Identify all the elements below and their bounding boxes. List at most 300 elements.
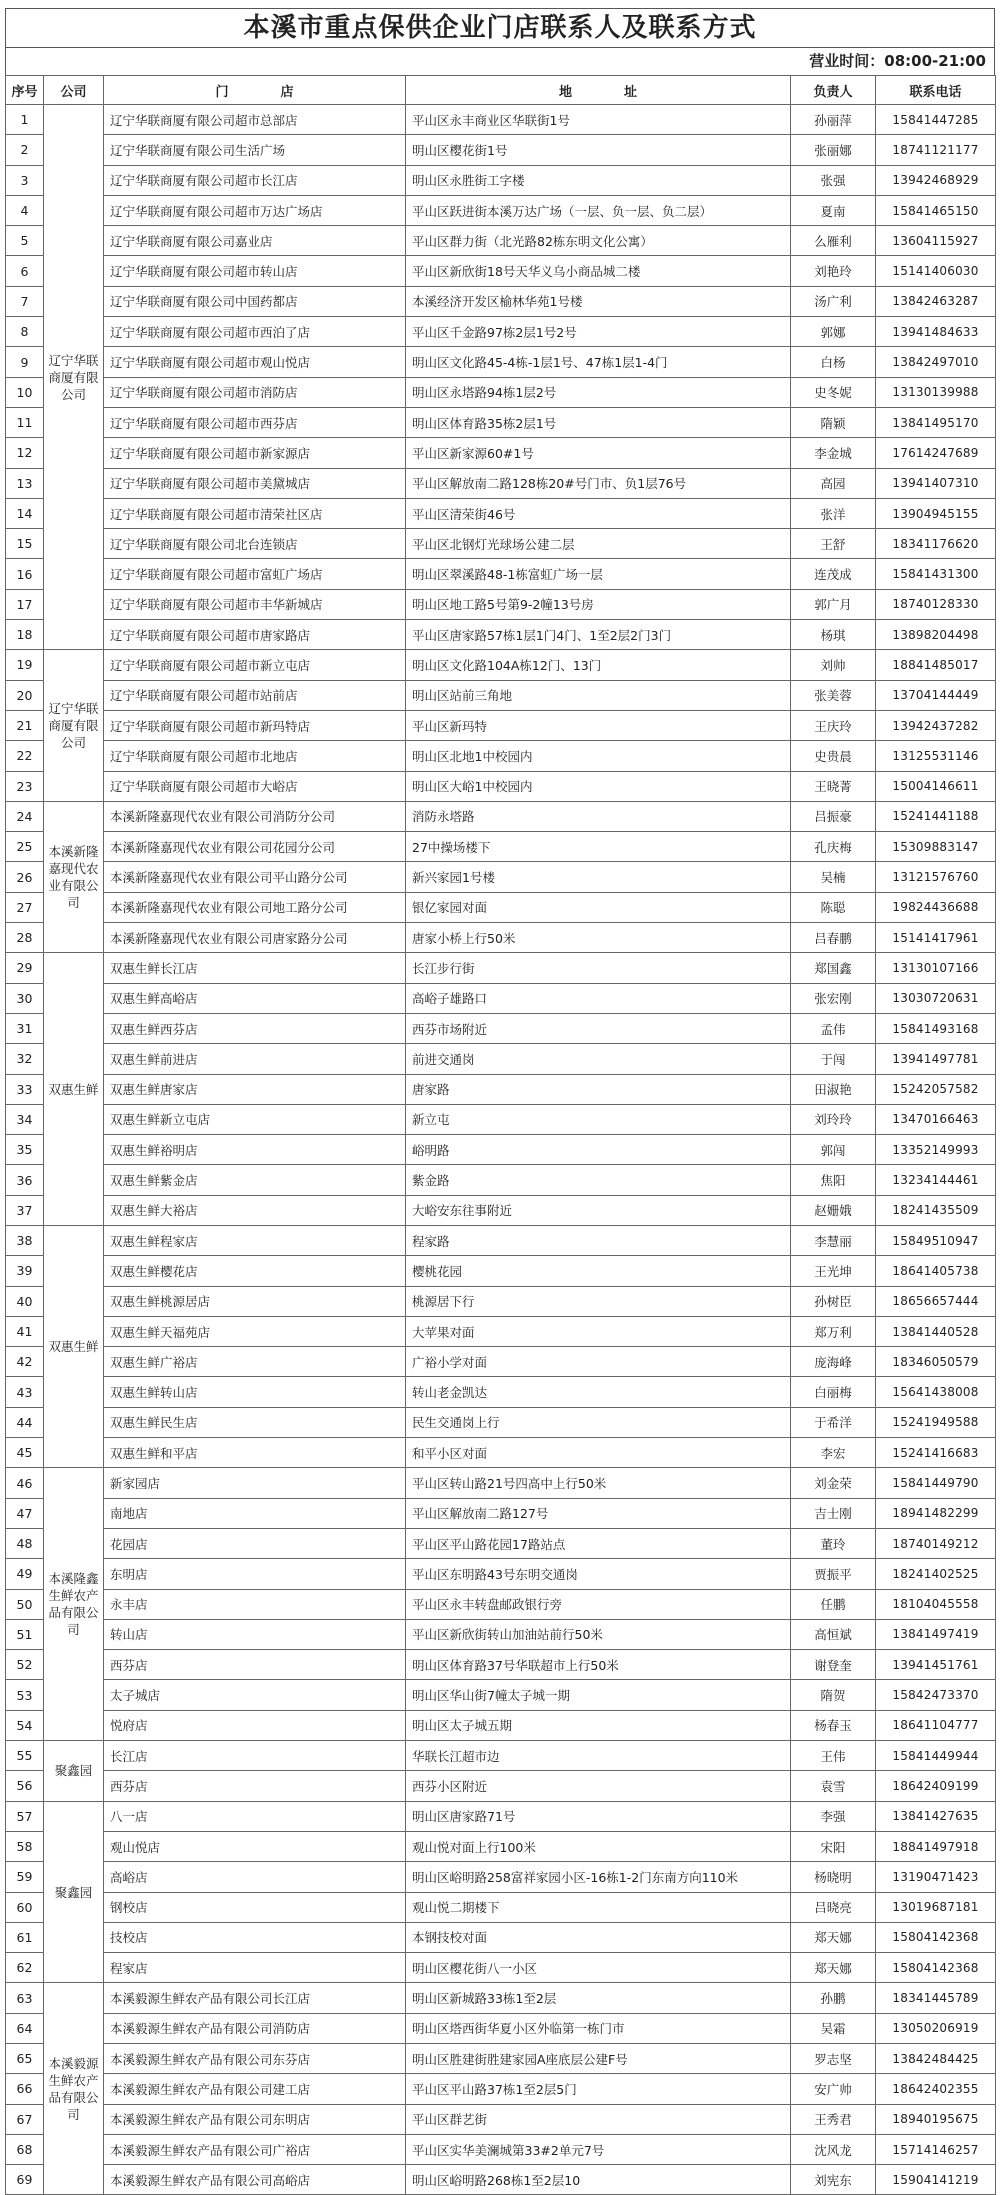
cell-store: 辽宁华联商厦有限公司超市新玛特店 [104,710,406,740]
cell-phone: 13050206919 [876,2013,996,2043]
cell-store: 辽宁华联商厦有限公司超市转山店 [104,256,406,286]
cell-address: 明山区峪明路268栋1至2层10 [406,2165,791,2195]
header-seq: 序号 [6,76,44,105]
cell-seq: 11 [6,407,44,437]
cell-manager: 张洋 [791,498,876,528]
table-row [6,1922,996,1952]
cell-phone: 15841493168 [876,1013,996,1043]
cell-address: 长江步行街 [406,953,791,983]
cell-phone: 13942468929 [876,165,996,195]
cell-manager: 袁雪 [791,1771,876,1801]
cell-address: 平山区解放南二路127号 [406,1498,791,1528]
cell-manager: 高园 [791,468,876,498]
cell-store: 辽宁华联商厦有限公司超市万达广场店 [104,195,406,225]
cell-phone: 13941451761 [876,1650,996,1680]
cell-address: 明山区体育路35栋2层1号 [406,407,791,437]
table-row [6,1831,996,1861]
cell-address: 平山区新欣街转山加油站前行50米 [406,1619,791,1649]
cell-phone: 13942437282 [876,710,996,740]
cell-address: 平山区跃进街本溪万达广场（一层、负一层、负二层） [406,195,791,225]
table-row [6,135,996,165]
cell-seq: 22 [6,741,44,771]
table-row [6,2134,996,2164]
cell-phone: 13841427635 [876,1801,996,1831]
table-row [6,2104,996,2134]
cell-phone: 13842497010 [876,347,996,377]
header-manager: 负责人 [791,76,876,105]
table-row [6,1347,996,1377]
cell-address: 和平小区对面 [406,1438,791,1468]
cell-store: 双惠生鲜大裕店 [104,1195,406,1225]
cell-address: 平山区北钢灯光球场公建二层 [406,529,791,559]
table-row [6,1498,996,1528]
table-row [6,1195,996,1225]
table-row [6,953,996,983]
cell-seq: 45 [6,1438,44,1468]
cell-phone: 15841447285 [876,105,996,135]
cell-phone: 13841440528 [876,1316,996,1346]
cell-store: 本溪毅源生鲜农产品有限公司高峪店 [104,2165,406,2195]
cell-manager: 王秀君 [791,2104,876,2134]
cell-address: 明山区唐家路71号 [406,1801,791,1831]
cell-store: 南地店 [104,1498,406,1528]
cell-address: 平山区新家源60#1号 [406,438,791,468]
cell-phone: 15242057582 [876,1074,996,1104]
cell-phone: 15141406030 [876,256,996,286]
table-row [6,1619,996,1649]
table-row [6,710,996,740]
cell-company: 本溪毅源生鲜农产品有限公司 [44,1983,104,2195]
cell-address: 平山区解放南二路128栋20#号门市、负1层76号 [406,468,791,498]
cell-address: 明山区新城路33栋1至2层 [406,1983,791,2013]
table-row [6,1528,996,1558]
cell-address: 明山区永胜街工字楼 [406,165,791,195]
cell-phone: 13704144449 [876,680,996,710]
cell-seq: 39 [6,1256,44,1286]
table-row [6,1741,996,1771]
cell-seq: 7 [6,286,44,316]
cell-address: 唐家路 [406,1074,791,1104]
cell-company: 辽宁华联商厦有限公司 [44,650,104,801]
cell-company: 聚鑫园 [44,1801,104,1983]
cell-phone: 15714146257 [876,2134,996,2164]
cell-phone: 18341445789 [876,1983,996,2013]
cell-store: 长江店 [104,1741,406,1771]
cell-manager: 李宏 [791,1438,876,1468]
cell-seq: 9 [6,347,44,377]
table-row [6,1256,996,1286]
cell-seq: 53 [6,1680,44,1710]
cell-manager: 郑国鑫 [791,953,876,983]
cell-address: 大峪安东往事附近 [406,1195,791,1225]
cell-manager: 孙丽萍 [791,105,876,135]
cell-address: 平山区实华美澜城第33#2单元7号 [406,2134,791,2164]
cell-phone: 18841497918 [876,1831,996,1861]
cell-seq: 57 [6,1801,44,1831]
cell-seq: 30 [6,983,44,1013]
cell-address: 民生交通岗上行 [406,1407,791,1437]
cell-seq: 23 [6,771,44,801]
table-row [6,1013,996,1043]
cell-phone: 18656657444 [876,1286,996,1316]
table-row [6,680,996,710]
cell-store: 钢校店 [104,1892,406,1922]
cell-phone: 15004146611 [876,771,996,801]
cell-phone: 15904141219 [876,2165,996,2195]
cell-phone: 15841449944 [876,1741,996,1771]
cell-store: 辽宁华联商厦有限公司超市清荣社区店 [104,498,406,528]
cell-store: 本溪毅源生鲜农产品有限公司东芬店 [104,2044,406,2074]
table-row [6,226,996,256]
cell-manager: 白丽梅 [791,1377,876,1407]
cell-seq: 41 [6,1316,44,1346]
table-row [6,892,996,922]
cell-seq: 36 [6,1165,44,1195]
cell-phone: 13841497419 [876,1619,996,1649]
cell-manager: 王光坤 [791,1256,876,1286]
header-address: 地 址 [406,76,791,105]
table-row [6,650,996,680]
cell-manager: 汤广利 [791,286,876,316]
cell-store: 双惠生鲜樱花店 [104,1256,406,1286]
cell-phone: 15804142368 [876,1922,996,1952]
cell-address: 平山区永丰商业区华联街1号 [406,105,791,135]
cell-seq: 60 [6,1892,44,1922]
cell-manager: 高恒斌 [791,1619,876,1649]
cell-seq: 19 [6,650,44,680]
cell-seq: 50 [6,1589,44,1619]
cell-phone: 18241435509 [876,1195,996,1225]
cell-phone: 13842463287 [876,286,996,316]
cell-manager: 王舒 [791,529,876,559]
cell-manager: 张强 [791,165,876,195]
table-row [6,1165,996,1195]
cell-manager: 刘玲玲 [791,1104,876,1134]
cell-store: 悦府店 [104,1710,406,1740]
cell-manager: 吕振豪 [791,801,876,831]
cell-phone: 18841485017 [876,650,996,680]
cell-phone: 13352149993 [876,1135,996,1165]
cell-store: 辽宁华联商厦有限公司超市西泊了店 [104,317,406,347]
cell-manager: 赵姗娥 [791,1195,876,1225]
cell-store: 辽宁华联商厦有限公司超市总部店 [104,105,406,135]
cell-phone: 13019687181 [876,1892,996,1922]
table-row [6,1316,996,1346]
table-row [6,1286,996,1316]
cell-seq: 5 [6,226,44,256]
cell-manager: 隋贺 [791,1680,876,1710]
cell-seq: 33 [6,1074,44,1104]
cell-store: 新家园店 [104,1468,406,1498]
cell-manager: 孙鹏 [791,1983,876,2013]
cell-phone: 13125531146 [876,741,996,771]
cell-phone: 15309883147 [876,832,996,862]
cell-phone: 13941497781 [876,1044,996,1074]
cell-seq: 28 [6,923,44,953]
cell-address: 平山区清荣街46号 [406,498,791,528]
cell-manager: 于希洋 [791,1407,876,1437]
cell-manager: 王伟 [791,1741,876,1771]
cell-seq: 62 [6,1953,44,1983]
cell-store: 辽宁华联商厦有限公司超市长江店 [104,165,406,195]
cell-seq: 32 [6,1044,44,1074]
cell-address: 明山区樱花街八一小区 [406,1953,791,1983]
table-row [6,286,996,316]
table-row [6,589,996,619]
table-row [6,1135,996,1165]
cell-phone: 15141417961 [876,923,996,953]
cell-seq: 51 [6,1619,44,1649]
table-row [6,195,996,225]
cell-store: 西芬店 [104,1650,406,1680]
cell-address: 明山区地工路5号第9-2幢13号房 [406,589,791,619]
cell-seq: 65 [6,2044,44,2074]
cell-store: 双惠生鲜新立屯店 [104,1104,406,1134]
cell-seq: 43 [6,1377,44,1407]
cell-seq: 27 [6,892,44,922]
table-row [6,1892,996,1922]
cell-phone: 18741121177 [876,135,996,165]
cell-seq: 69 [6,2165,44,2195]
cell-manager: 刘帅 [791,650,876,680]
cell-store: 辽宁华联商厦有限公司超市丰华新城店 [104,589,406,619]
cell-store: 辽宁华联商厦有限公司生活广场 [104,135,406,165]
table-row [6,1862,996,1892]
cell-address: 明山区文化路45-4栋-1层1号、47栋1层1-4门 [406,347,791,377]
cell-store: 本溪新隆嘉现代农业有限公司消防分公司 [104,801,406,831]
cell-address: 新立屯 [406,1104,791,1134]
business-hours: 营业时间：08:00-21:00 [5,47,995,75]
cell-seq: 68 [6,2134,44,2164]
cell-manager: 陈聪 [791,892,876,922]
cell-company: 双惠生鲜 [44,953,104,1226]
table-body [6,105,996,2195]
cell-manager: 吴楠 [791,862,876,892]
table-row [6,1953,996,1983]
cell-company: 聚鑫园 [44,1741,104,1802]
cell-store: 辽宁华联商厦有限公司超市唐家路店 [104,620,406,650]
cell-phone: 13470166463 [876,1104,996,1134]
cell-address: 前进交通岗 [406,1044,791,1074]
cell-manager: 刘金荣 [791,1468,876,1498]
cell-manager: 李金城 [791,438,876,468]
table-row [6,862,996,892]
cell-store: 双惠生鲜程家店 [104,1225,406,1255]
cell-seq: 18 [6,620,44,650]
cell-address: 广裕小学对面 [406,1347,791,1377]
cell-manager: 刘宪东 [791,2165,876,2195]
cell-seq: 25 [6,832,44,862]
cell-address: 程家路 [406,1225,791,1255]
cell-store: 辽宁华联商厦有限公司超市新立屯店 [104,650,406,680]
cell-address: 明山区文化路104A栋12门、13门 [406,650,791,680]
cell-seq: 64 [6,2013,44,2043]
table-row [6,620,996,650]
cell-store: 辽宁华联商厦有限公司超市西芬店 [104,407,406,437]
cell-seq: 16 [6,559,44,589]
table-row [6,438,996,468]
cell-manager: 孟伟 [791,1013,876,1043]
cell-address: 明山区樱花街1号 [406,135,791,165]
cell-phone: 19824436688 [876,892,996,922]
cell-address: 紫金路 [406,1165,791,1195]
table-row [6,1104,996,1134]
cell-address: 明山区体育路37号华联超市上行50米 [406,1650,791,1680]
cell-phone: 15241949588 [876,1407,996,1437]
cell-seq: 44 [6,1407,44,1437]
cell-store: 辽宁华联商厦有限公司超市大峪店 [104,771,406,801]
cell-company: 辽宁华联商厦有限公司 [44,105,104,650]
cell-seq: 67 [6,2104,44,2134]
table-row [6,1074,996,1104]
cell-store: 辽宁华联商厦有限公司超市富虹广场店 [104,559,406,589]
cell-seq: 46 [6,1468,44,1498]
table-row [6,1468,996,1498]
cell-phone: 13941484633 [876,317,996,347]
cell-phone: 15841465150 [876,195,996,225]
cell-address: 明山区塔西街华夏小区外临第一栋门市 [406,2013,791,2043]
cell-manager: 沈风龙 [791,2134,876,2164]
cell-store: 辽宁华联商厦有限公司嘉业店 [104,226,406,256]
table-row [6,771,996,801]
cell-seq: 2 [6,135,44,165]
cell-manager: 孔庆梅 [791,832,876,862]
cell-seq: 15 [6,529,44,559]
contact-sheet [5,8,995,2195]
cell-phone: 18341176620 [876,529,996,559]
cell-phone: 15841449790 [876,1468,996,1498]
cell-address: 华联长江超市边 [406,1741,791,1771]
cell-seq: 49 [6,1559,44,1589]
cell-store: 花园店 [104,1528,406,1558]
cell-manager: 郑天娜 [791,1922,876,1952]
cell-company: 双惠生鲜 [44,1225,104,1467]
table-row [6,1801,996,1831]
cell-manager: 吴霜 [791,2013,876,2043]
cell-phone: 13190471423 [876,1862,996,1892]
cell-manager: 孙树臣 [791,1286,876,1316]
cell-address: 高峪子雄路口 [406,983,791,1013]
cell-store: 观山悦店 [104,1831,406,1861]
table-row [6,1771,996,1801]
cell-address: 大苹果对面 [406,1316,791,1346]
cell-seq: 63 [6,1983,44,2013]
cell-seq: 59 [6,1862,44,1892]
cell-address: 明山区北地1中校园内 [406,741,791,771]
cell-store: 本溪新隆嘉现代农业有限公司平山路分公司 [104,862,406,892]
cell-address: 唐家小桥上行50米 [406,923,791,953]
cell-manager: 罗志坚 [791,2044,876,2074]
table-row [6,1377,996,1407]
cell-manager: 吕晓亮 [791,1892,876,1922]
cell-seq: 48 [6,1528,44,1558]
table-header-row [6,76,996,105]
cell-manager: 隋颖 [791,407,876,437]
cell-store: 转山店 [104,1619,406,1649]
cell-store: 八一店 [104,1801,406,1831]
table-row [6,1680,996,1710]
table-row [6,377,996,407]
cell-manager: 么雁利 [791,226,876,256]
cell-store: 辽宁华联商厦有限公司北台连锁店 [104,529,406,559]
cell-phone: 13121576760 [876,862,996,892]
header-phone: 联系电话 [876,76,996,105]
cell-manager: 张丽娜 [791,135,876,165]
cell-store: 本溪新隆嘉现代农业有限公司唐家路分公司 [104,923,406,953]
cell-phone: 15241416683 [876,1438,996,1468]
page-title: 本溪市重点保供企业门店联系人及联系方式 [5,8,995,47]
cell-address: 平山区东明路43号东明交通岗 [406,1559,791,1589]
cell-phone: 18241402525 [876,1559,996,1589]
cell-seq: 14 [6,498,44,528]
contact-table [5,75,996,2195]
cell-store: 辽宁华联商厦有限公司超市北地店 [104,741,406,771]
cell-seq: 24 [6,801,44,831]
cell-manager: 史贵晨 [791,741,876,771]
cell-seq: 66 [6,2074,44,2104]
cell-address: 平山区转山路21号四高中上行50米 [406,1468,791,1498]
cell-address: 银亿家园对面 [406,892,791,922]
cell-address: 本钢技校对面 [406,1922,791,1952]
cell-address: 本溪经济开发区榆林华苑1号楼 [406,286,791,316]
cell-store: 本溪新隆嘉现代农业有限公司地工路分公司 [104,892,406,922]
cell-seq: 4 [6,195,44,225]
table-row [6,1438,996,1468]
cell-address: 平山区新欣街18号天华义乌小商品城二楼 [406,256,791,286]
cell-address: 平山区永丰转盘邮政银行旁 [406,1589,791,1619]
cell-store: 双惠生鲜转山店 [104,1377,406,1407]
cell-store: 辽宁华联商厦有限公司超市新家源店 [104,438,406,468]
cell-address: 消防永塔路 [406,801,791,831]
cell-seq: 52 [6,1650,44,1680]
cell-phone: 18642409199 [876,1771,996,1801]
cell-address: 西芬小区附近 [406,1771,791,1801]
cell-company: 本溪新隆嘉现代农业有限公司 [44,801,104,952]
cell-seq: 20 [6,680,44,710]
cell-manager: 郭娜 [791,317,876,347]
cell-manager: 郑天娜 [791,1953,876,1983]
table-row [6,347,996,377]
cell-store: 双惠生鲜西芬店 [104,1013,406,1043]
cell-manager: 杨琪 [791,620,876,650]
cell-seq: 54 [6,1710,44,1740]
cell-store: 高峪店 [104,1862,406,1892]
cell-address: 明山区永塔路94栋1层2号 [406,377,791,407]
cell-seq: 31 [6,1013,44,1043]
cell-seq: 56 [6,1771,44,1801]
cell-address: 平山区平山路37栋1至2层5门 [406,2074,791,2104]
table-row [6,2044,996,2074]
header-store: 门 店 [104,76,406,105]
table-row [6,1407,996,1437]
cell-manager: 连茂成 [791,559,876,589]
cell-seq: 10 [6,377,44,407]
cell-store: 本溪毅源生鲜农产品有限公司广裕店 [104,2134,406,2164]
cell-seq: 21 [6,710,44,740]
cell-phone: 13941407310 [876,468,996,498]
cell-phone: 18641104777 [876,1710,996,1740]
cell-seq: 8 [6,317,44,347]
cell-phone: 18740149212 [876,1528,996,1558]
cell-store: 双惠生鲜广裕店 [104,1347,406,1377]
table-row [6,801,996,831]
cell-phone: 18641405738 [876,1256,996,1286]
cell-store: 双惠生鲜桃源居店 [104,1286,406,1316]
table-row [6,1589,996,1619]
cell-address: 观山悦对面上行100米 [406,1831,791,1861]
cell-company: 本溪隆鑫生鲜农产品有限公司 [44,1468,104,1741]
cell-seq: 29 [6,953,44,983]
